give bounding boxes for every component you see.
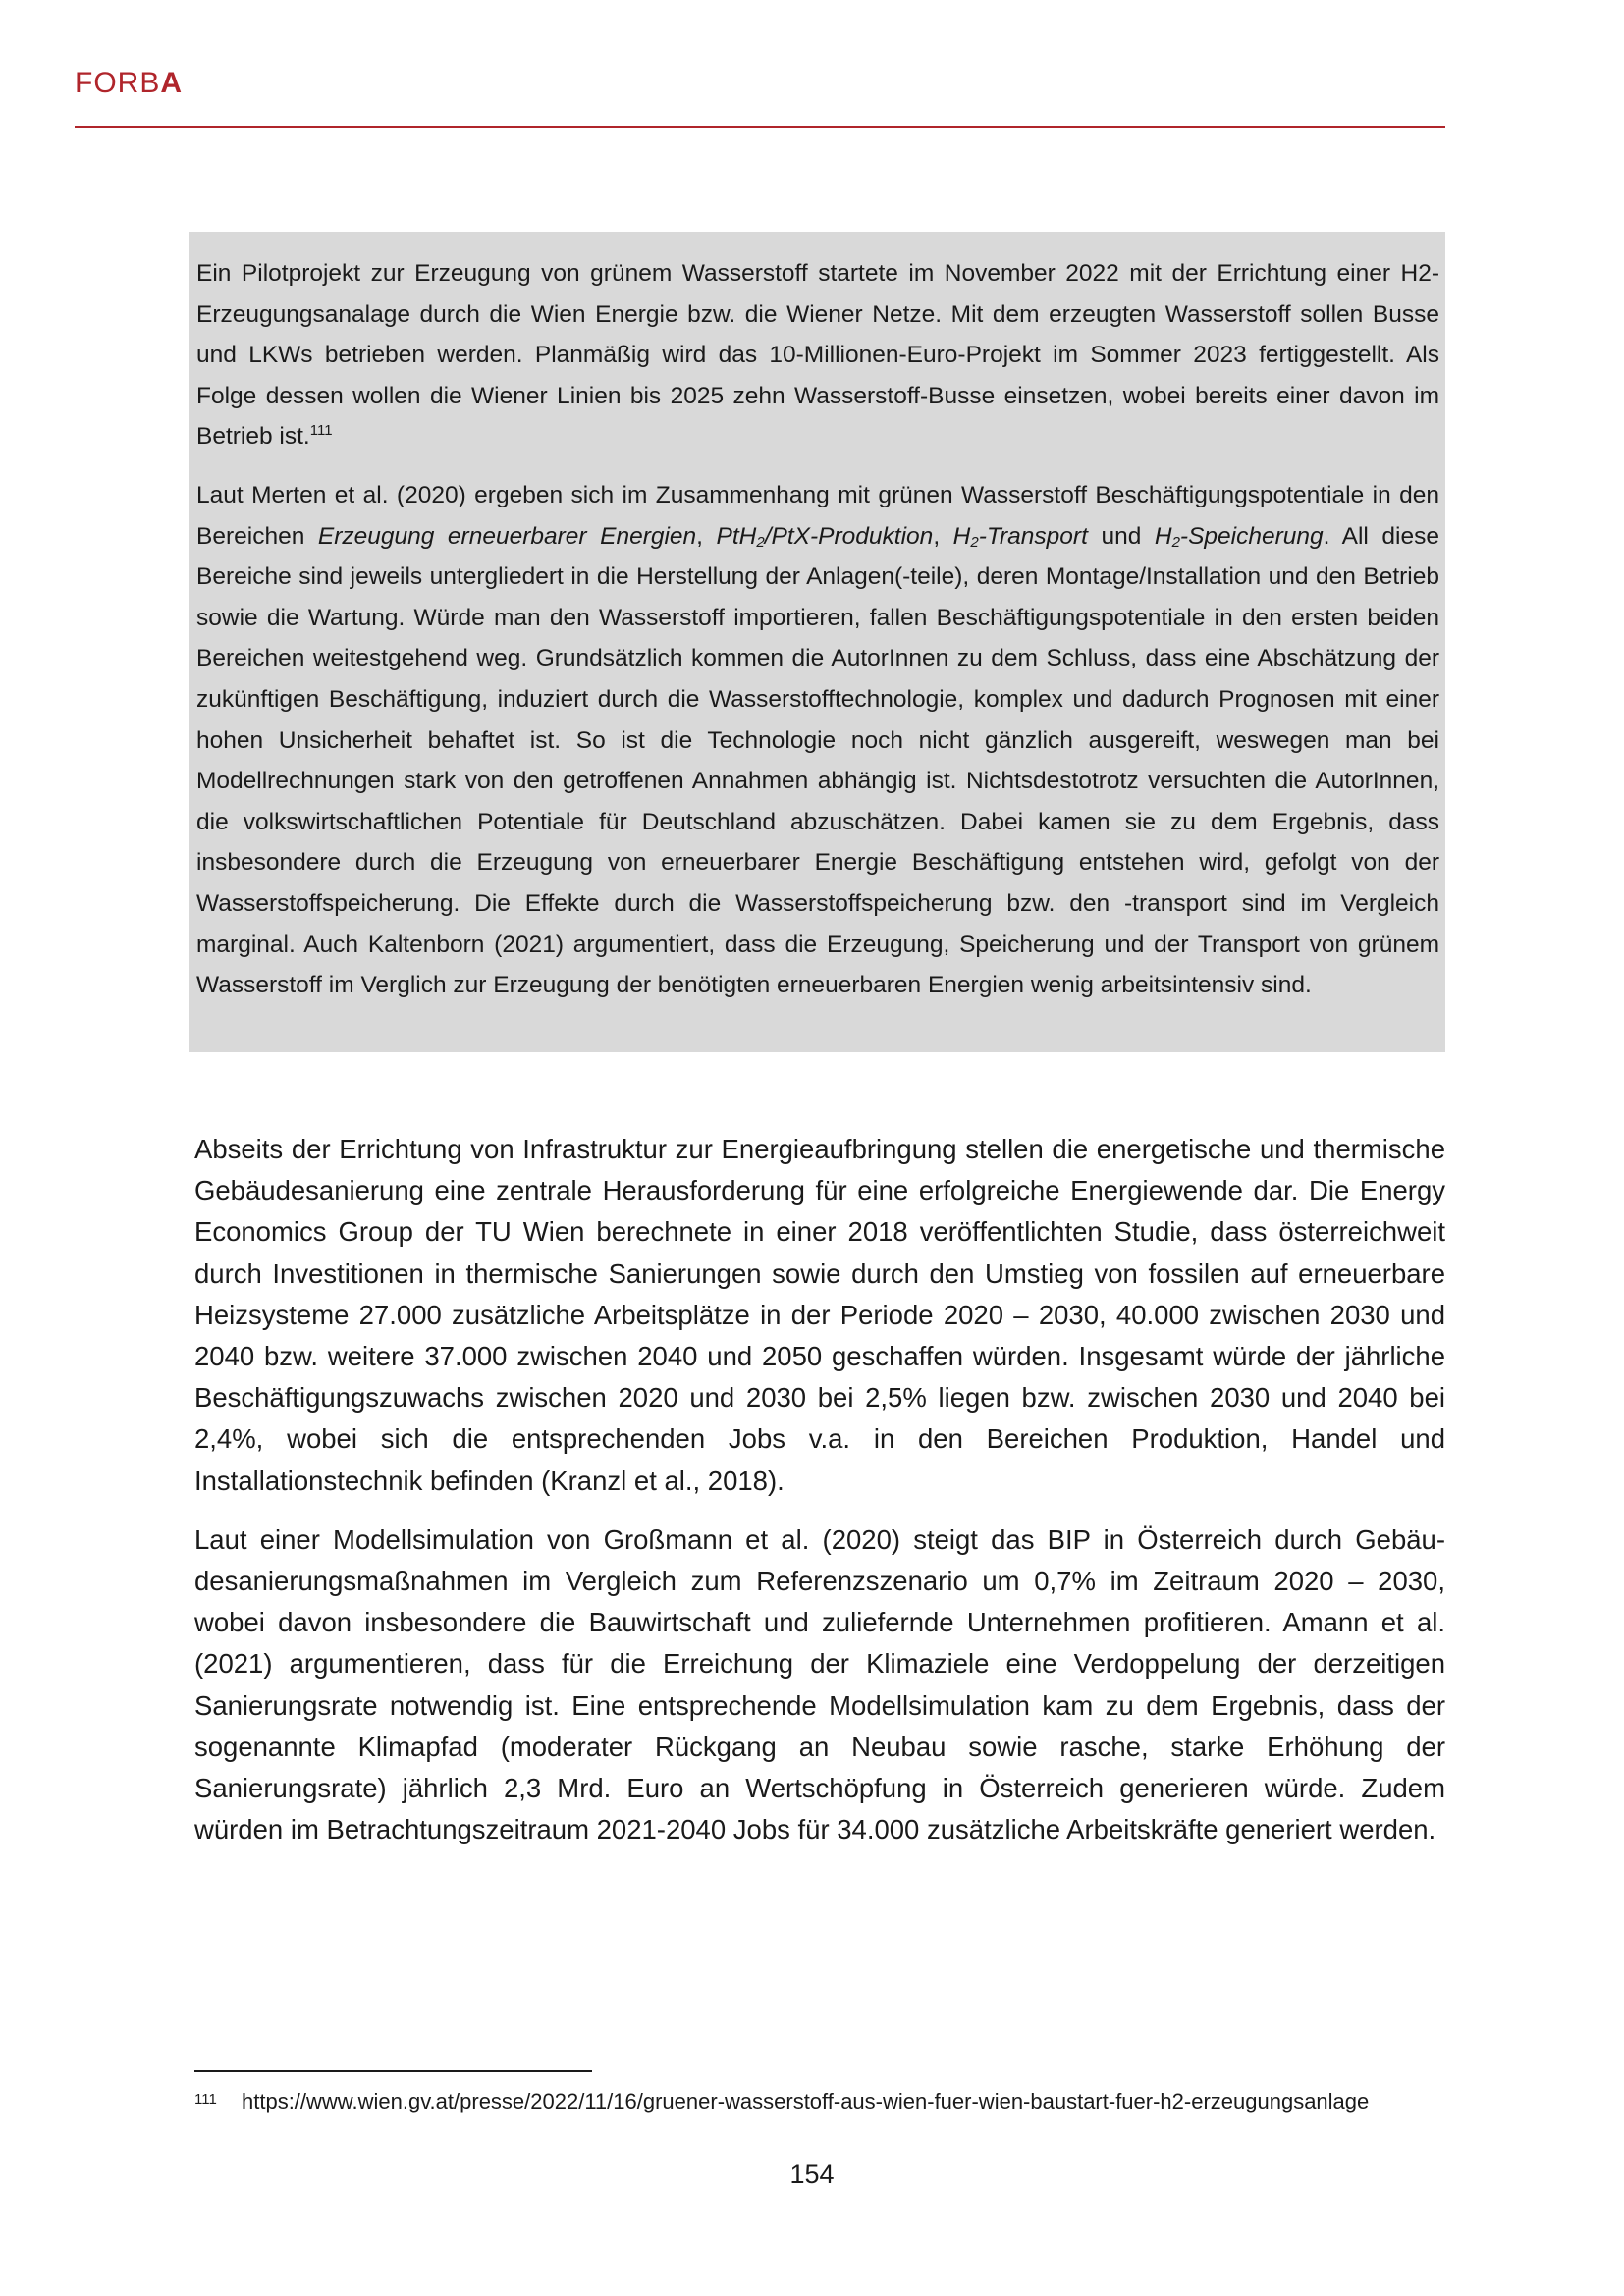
footnote-111	[194, 2087, 1412, 2116]
page-number: 154	[789, 2160, 835, 2189]
term-pth2-part2: /PtX-Produktion	[764, 522, 934, 550]
footnote-number: 111	[194, 2091, 217, 2108]
box-p2-rest: . All diese Bereiche sind jeweils untergliedert in die Herstellung der Anlagen(-teile), deren Montage/Installation und den Betrieb sowie die Wartung. Würde man den Wasserstoff importieren, fallen Beschäftigungspotentiale in den ersten beiden Bereichen weitestgehend weg. Grundsätzlich kommen die AutorInnen zu dem Schluss, dass eine Abschätzung der zukünftigen Beschäftigung, induziert durch die Wasserstofftechnologie, komplex und dadurch Prognosen mit einer hohen Unsicherheit behaftet ist. So ist die Technologie noch nicht gänzlich ausgereift, weswegen man bei Modellrechnungen stark von den getroffenen Annahmen abhängig ist. Nichtsdestotrotz versuchten die AutorInnen, die volkswirtschaftlichen Potentiale für Deutschland abzuschätzen. Dabei kamen sie zu dem Ergebnis, dass insbesondere durch die Erzeugung von erneuerbarer Energie Beschäftigung entstehen wird, gefolgt von der Wasserstoffspeicherung. Die Effekte durch die Wasserstoffspeicherung bzw. den -transport sind im Vergleich marginal. Auch Kaltenborn (2021) argumentiert, dass die Erzeugung, Speicherung und der Transport von grünem Wasserstoff im Verglich zur Erzeugung der benötigten erneuerbaren Energien wenig arbeitsintensiv sind.	[196, 522, 1439, 999]
term-erzeugung: Erzeugung erneuerbarer Energien	[317, 522, 697, 550]
term-pth2-ptx	[717, 523, 934, 550]
body-paragraph-1: Abseits der Errichtung von Infrastruktur zur Energieaufbringung stellen die energetische und thermische Gebäudesanierung eine zentrale Herausforderung für eine erfolgreiche Energiewende dar. Die Energy Economics Group der TU Wien berechnete in einer 2018 veröffentlichten Studie, dass österreichweit durch Investitionen in thermische Sanierungen sowie durch den Umstieg von fossilen auf erneuerbare Heizsysteme 27.000 zusätzliche Arbeitsplätze in der Periode 2020 – 2030, 40.000 zwischen 2030 und 2040 bzw. weitere 37.000 zwischen 2040 und 2050 geschaffen würden. Insgesamt würde der jährliche Beschäftigungszuwachs zwischen 2020 und 2030 bei 2,5% liegen bzw. zwischen 2030 und 2040 bei 2,4%, wobei sich die entsprechenden Jobs v.a. in den Bereichen Produktion, Handel und Installationstechnik befinden (Kranzl et al., 2018).	[194, 1134, 1445, 1496]
term-h2t-part1: H	[952, 522, 971, 550]
term-pth2-part1: PtH	[716, 522, 757, 550]
page-header	[75, 69, 1445, 98]
box-p2-and: und	[1087, 522, 1155, 550]
logo-text-part2: A	[160, 67, 184, 99]
term-h2s-part2: -Speicherung	[1179, 522, 1324, 550]
header-divider	[75, 126, 1445, 128]
footnote-link[interactable]: https://www.wien.gv.at/presse/2022/11/16/gruener-wasserstoff-aus-wien-fuer-wien-baustart-fuer-h2-erzeugungsanlage	[242, 2089, 1370, 2113]
main-text	[194, 1129, 1445, 1868]
term-h2s-sub: 2	[1171, 533, 1180, 551]
box-p2-sep: ,	[933, 522, 953, 550]
box-paragraph-1-text: Ein Pilotprojekt zur Erzeugung von grünem Wasserstoff startete im November 2022 mit der Errichtung einer H2-Erzeugungsanalage durch die Wien Energie bzw. die Wiener Netze. Mit dem erzeugten Wasserstoff sollen Busse und LKWs betrieben werden. Planmäßig wird das 10-Millionen-Euro-Projekt im Sommer 2023 fertiggestellt. Als Folge dessen wollen die Wiener Linien bis 2025 zehn Wasserstoff-Busse einsetzen, wobei bereits einer davon im Betrieb ist.	[196, 260, 1439, 451]
term-h2s-part1: H	[1154, 522, 1172, 550]
box-p2-sep: ,	[696, 522, 717, 550]
term-h2t-part2: -Transport	[978, 522, 1088, 550]
term-h2-transport	[953, 523, 1088, 550]
forba-logo	[75, 69, 1445, 98]
box-paragraph-2	[196, 475, 1439, 1006]
body-paragraph-2: Laut einer Modellsimulation von Großmann et al. (2020) steigt das BIP in Österreich durch Gebäudesanierungsmaßnahmen im Vergleich zum Referenzszenario um 0,7% im Zeitraum 2020 – 2030, wobei davon insbesondere die Bauwirtschaft und zuliefernde Unternehmen profitieren. Amann et al. (2021) argumentieren, dass für die Erreichung der Klimaziele eine Verdoppelung der derzeitigen Sanierungsrate notwendig ist. Eine entsprechende Modellsimulation kam zu dem Ergebnis, dass der sogenannte Klimapfad (moderater Rückgang an Neubau sowie rasche, starke Erhöhung der Sanierungsrate) jährlich 2,3 Mrd. Euro an Wertschöpfung in Österreich generieren würde. Zudem würden im Betrachtungszeitraum 2021-2040 Jobs für 34.000 zusätzliche Arbeitskräfte generiert werden.	[194, 1523, 1445, 1845]
footnote-reference-111[interactable]: 111	[309, 422, 333, 440]
term-h2-speicherung	[1155, 523, 1324, 550]
info-box	[189, 232, 1445, 1052]
logo-text-part1: FORB	[75, 67, 161, 99]
box-paragraph-1	[196, 253, 1439, 457]
term-h2t-sub: 2	[970, 533, 979, 551]
box-p2-intro: Laut Merten et al. (2020) ergeben sich im Zusammenhang mit grünen Wasserstoff Beschäftigungspotentiale in den Bereichen	[196, 481, 1439, 550]
term-pth2-sub: 2	[756, 533, 765, 551]
footnote-divider	[194, 2070, 592, 2072]
